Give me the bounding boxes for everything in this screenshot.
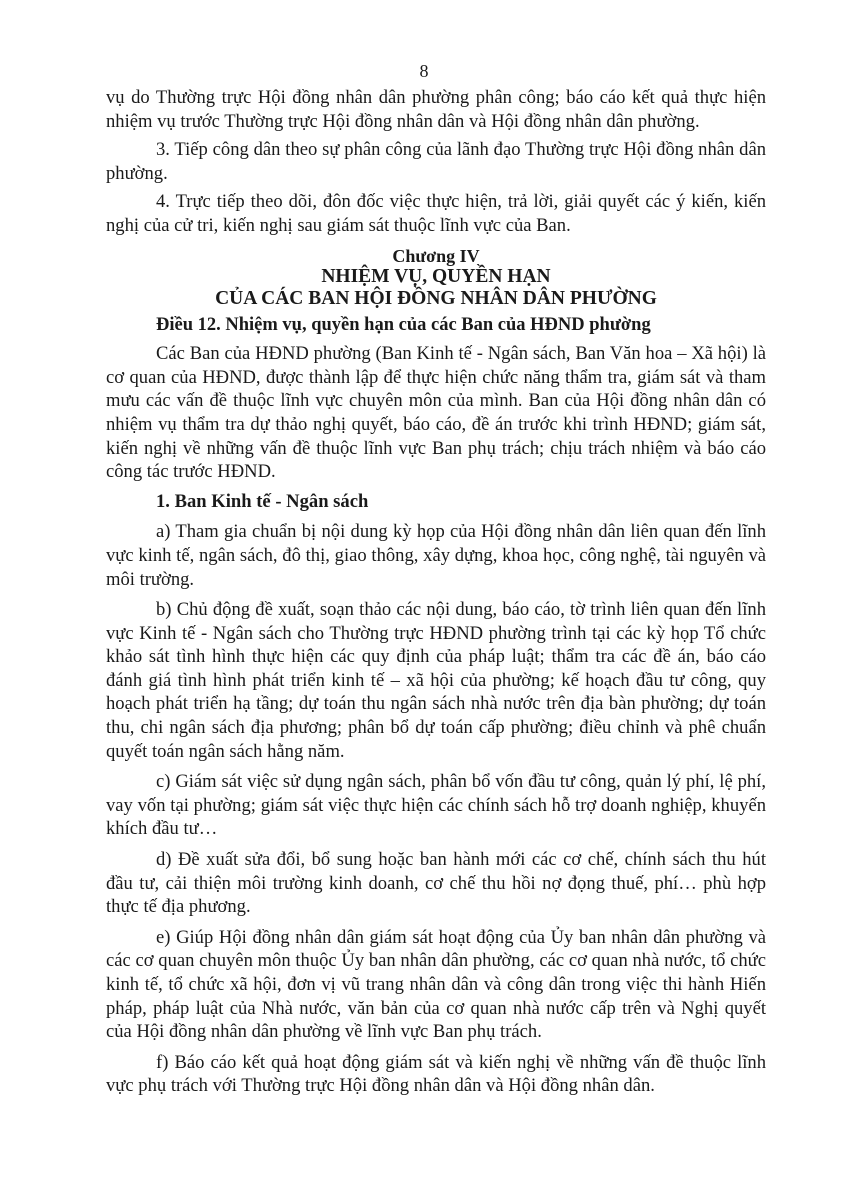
article-heading: Điều 12. Nhiệm vụ, quyền hạn của các Ban của HĐND phường bbox=[156, 314, 651, 335]
document-body bbox=[106, 86, 766, 1098]
section-item-a: a) Tham gia chuẩn bị nội dung kỳ họp của Hội đồng nhân dân liên quan đến lĩnh vực kinh tế, ngân sách, đô thị, giao thông, xây dựng, khoa học, công nghệ, tài nguyên và môi trường. bbox=[106, 521, 766, 590]
article-intro-paragraph: Các Ban của HĐND phường (Ban Kinh tế - Ngân sách, Ban Văn hoa – Xã hội) là cơ quan của HĐND, được thành lập để thực hiện chức năng thẩm tra, giám sát và tham mưu các vấn đề thuộc lĩnh vực chuyên môn của mình. Ban của Hội đồng nhân dân có nhiệm vụ thẩm tra dự thảo nghị quyết, báo cáo, đề án trước khi trình HĐND; giám sát, kiến nghị về những vấn đề thuộc lĩnh vực Ban phụ trách; chịu trách nhiệm và báo cáo công tác trước HĐND. bbox=[106, 343, 766, 483]
section-item-c: c) Giám sát việc sử dụng ngân sách, phân bổ vốn đầu tư công, quản lý phí, lệ phí, vay vốn tại phường; giám sát việc thực hiện các chính sách hỗ trợ doanh nghiệp, khuyến khích đầu tư… bbox=[106, 771, 766, 840]
chapter-heading bbox=[106, 246, 766, 310]
section-item-d: d) Đề xuất sửa đổi, bổ sung hoặc ban hành mới các cơ chế, chính sách thu hút đầu tư, cải thiện môi trường kinh doanh, cơ chế thu hồi nợ đọng thuế, phí… phù hợp thực tế địa phương. bbox=[106, 849, 766, 918]
section-item-f: f) Báo cáo kết quả hoạt động giám sát và kiến nghị về những vấn đề thuộc lĩnh vực phụ trách với Thường trực Hội đồng nhân dân và Hội đồng nhân dân. bbox=[106, 1051, 766, 1097]
chapter-title-line-1: NHIỆM VỤ, QUYỀN HẠN bbox=[321, 265, 551, 287]
section-item-e: e) Giúp Hội đồng nhân dân giám sát hoạt động của Ủy ban nhân dân phường và các cơ quan chuyên môn thuộc Ủy ban nhân dân phường, các cơ quan nhà nước, tổ chức kinh tế, tổ chức xã hội, đơn vị vũ trang nhân dân và công dân trong việc thi hành Hiến pháp, pháp luật của Nhà nước, văn bản của cơ quan nhà nước cấp trên và Nghị quyết của Hội đồng nhân dân phường về lĩnh vực Ban phụ trách. bbox=[106, 926, 766, 1043]
chapter-title-line-2: CỦA CÁC BAN HỘI ĐỒNG NHÂN DÂN PHƯỜNG bbox=[215, 287, 657, 309]
paragraph-item-4: 4. Trực tiếp theo dõi, đôn đốc việc thực hiện, trả lời, giải quyết các ý kiến, kiến nghị của cử tri, kiến nghị sau giám sát thuộc lĩnh vực của Ban. bbox=[106, 191, 766, 236]
chapter-label: Chương IV bbox=[392, 245, 480, 266]
paragraph-continuation: vụ do Thường trực Hội đồng nhân dân phường phân công; báo cáo kết quả thực hiện nhiệm vụ trước Thường trực Hội đồng nhân dân và Hội đồng nhân dân phường. bbox=[106, 87, 766, 132]
section-heading: 1. Ban Kinh tế - Ngân sách bbox=[156, 490, 369, 512]
section-item-b: b) Chủ động đề xuất, soạn thảo các nội dung, báo cáo, tờ trình liên quan đến lĩnh vực Kinh tế - Ngân sách cho Thường trực HĐND phường trình tại các kỳ họp Tổ chức khảo sát tình hình thực hiện các quy định của pháp luật; thẩm tra các đề án, báo cáo đánh giá tình hình phát triển kinh tế – xã hội của phường; kế hoạch đầu tư công, quy hoạch phát triển hạ tầng; dự toán thu ngân sách nhà nước trên địa bàn phường; dự toán thu, chi ngân sách địa phương; phân bổ dự toán cấp phường; điều chỉnh và phê chuẩn quyết toán ngân sách hằng năm. bbox=[106, 599, 766, 762]
page-number: 8 bbox=[419, 61, 429, 81]
paragraph-item-3: 3. Tiếp công dân theo sự phân công của lãnh đạo Thường trực Hội đồng nhân dân phường. bbox=[106, 139, 766, 184]
